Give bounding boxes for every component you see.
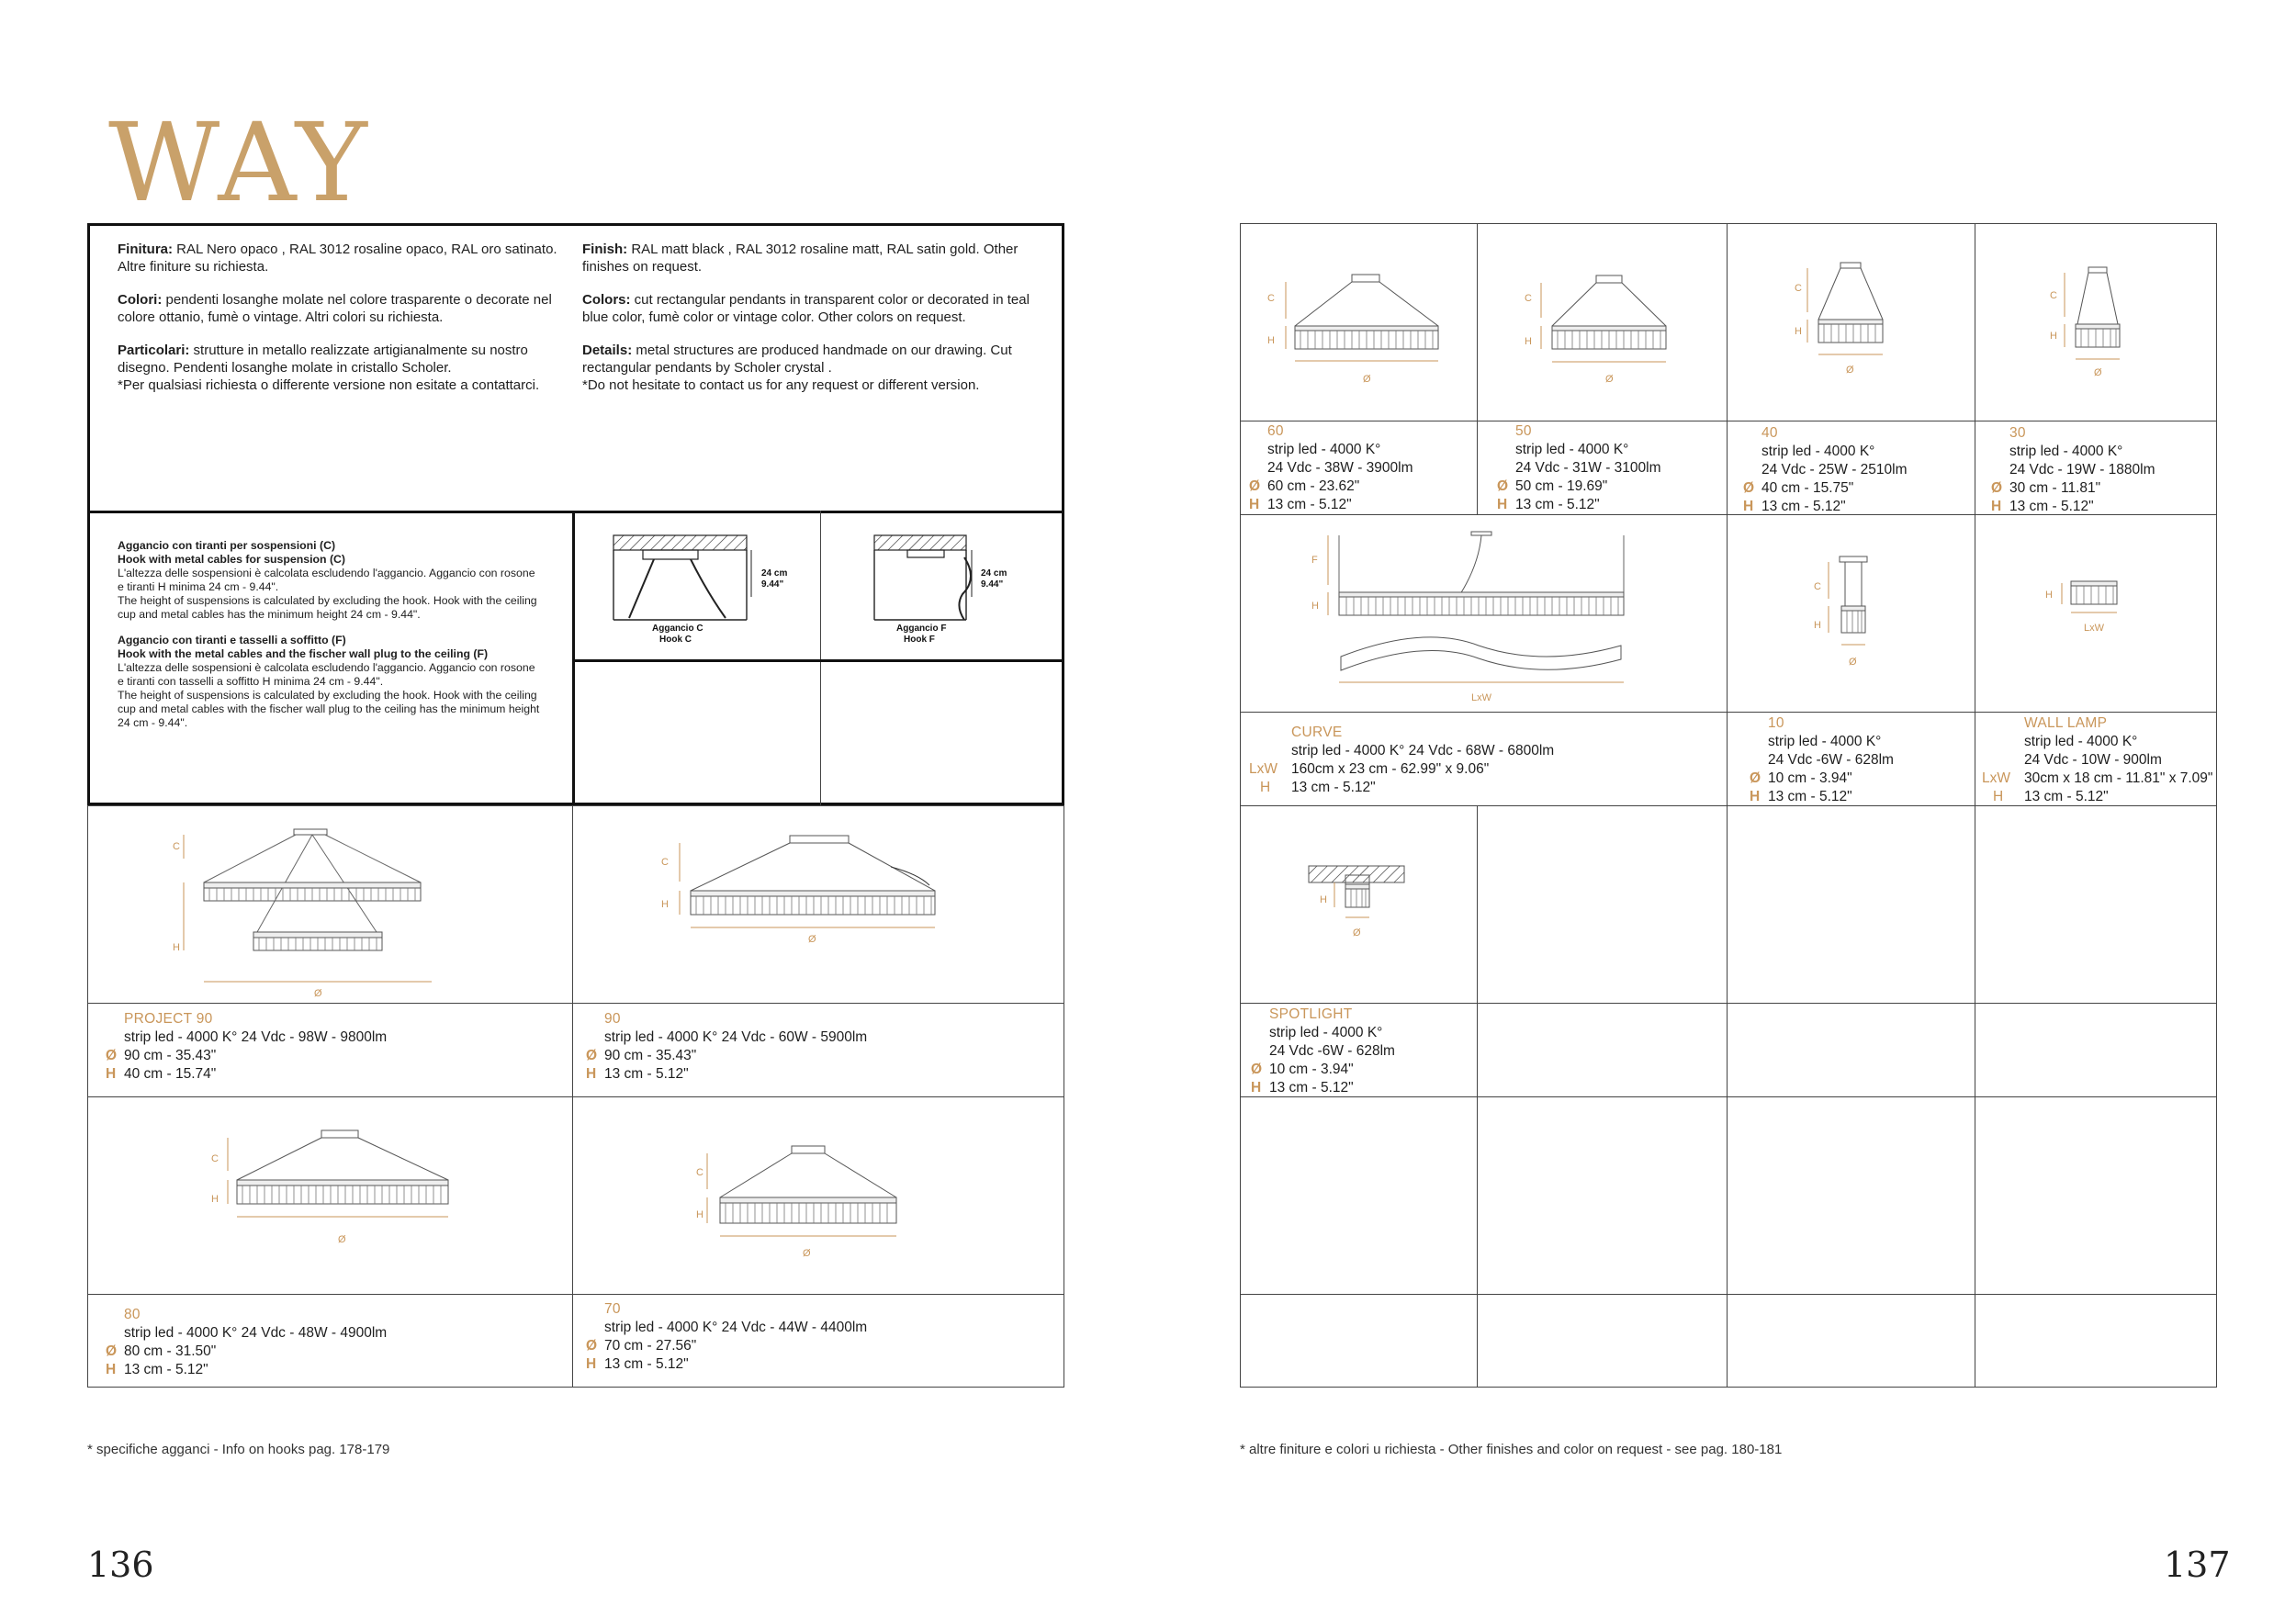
svg-text:H: H bbox=[173, 942, 180, 953]
svg-text:H: H bbox=[1267, 335, 1275, 346]
info-italian: Finitura: RAL Nero opaco , RAL 3012 rosaline opaco, RAL oro satinato. Altre finiture su richiesta. Colori: pendenti losanghe molate nel colore trasparente o decorate nel colore ottanio, fumè o vintage. Altri colori su richiesta. Particolari: strutture in metallo realizzate artigianalmente su nostro disegno. Pendenti losanghe molate in cristallo Scholer. *Per qualsiasi richiesta o differente versione non esitate a contattarci. bbox=[118, 242, 557, 393]
svg-text:C: C bbox=[173, 841, 180, 852]
model-30-drawing bbox=[2039, 262, 2158, 381]
divider bbox=[1240, 1003, 2217, 1004]
divider bbox=[87, 1294, 1064, 1295]
svg-text:C: C bbox=[211, 1153, 219, 1164]
svg-text:H: H bbox=[1311, 601, 1319, 612]
svg-text:C: C bbox=[1267, 293, 1275, 304]
svg-text:H: H bbox=[661, 899, 669, 910]
svg-text:C: C bbox=[1795, 283, 1802, 294]
svg-text:Hook C: Hook C bbox=[659, 635, 692, 645]
model-40-drawing bbox=[1782, 257, 1919, 381]
svg-text:24 cm: 24 cm bbox=[981, 568, 1007, 579]
divider bbox=[87, 1003, 1064, 1004]
divider bbox=[820, 511, 821, 805]
curve-drawing bbox=[1295, 528, 1662, 707]
svg-text:Aggancio F: Aggancio F bbox=[896, 624, 947, 634]
svg-text:Ø: Ø bbox=[1846, 365, 1854, 376]
spec-60: 60 strip led - 4000 K° 24 Vdc - 38W - 3900lm Ø 60 cm - 23.62" H 13 cm - 5.12" bbox=[1249, 423, 1413, 512]
footnote-left: * specifiche agganci - Info on hooks pag. 178-179 bbox=[87, 1442, 390, 1457]
svg-text:H: H bbox=[696, 1209, 703, 1220]
svg-text:C: C bbox=[2050, 290, 2057, 301]
svg-text:H: H bbox=[1525, 336, 1532, 347]
svg-text:H: H bbox=[1320, 894, 1327, 905]
page-number-left: 136 bbox=[87, 1545, 154, 1585]
spec-curve: CURVE strip led - 4000 K° 24 Vdc - 68W - 6800lm LxW 160cm x 23 cm - 62.99" x 9.06" H 13 cm - 5.12" bbox=[1249, 725, 1555, 795]
svg-text:Ø: Ø bbox=[808, 934, 816, 945]
svg-text:F: F bbox=[1311, 555, 1318, 566]
info-english: Finish: RAL matt black , RAL 3012 rosaline matt, RAL satin gold. Other finishes on request. Colors: cut rectangular pendants in transparent color or decorated in teal blue color, fumè color or vintage color. Other colors on request. Details: metal structures are produced handmade on our drawing. Cut rectangular pendants by Scholer crystal . *Do not hesitate to contact us for any request or different version. bbox=[582, 242, 1030, 393]
model-90-drawing bbox=[643, 826, 955, 955]
spec-wall-lamp: WALL LAMP strip led - 4000 K° 24 Vdc - 10W - 900lm LxW 30cm x 18 cm - 11.81" x 7.09" H 13 cm - 5.12" bbox=[1982, 715, 2213, 804]
svg-text:LxW: LxW bbox=[2084, 623, 2104, 634]
svg-text:24 cm: 24 cm bbox=[761, 568, 788, 579]
svg-text:Ø: Ø bbox=[1605, 374, 1614, 385]
svg-text:Ø: Ø bbox=[1849, 657, 1857, 668]
spec-10: 10 strip led - 4000 K° 24 Vdc -6W - 628lm Ø 10 cm - 3.94" H 13 cm - 5.12" bbox=[1750, 715, 1894, 804]
spec-40: 40 strip led - 4000 K° 24 Vdc - 25W - 2510lm Ø 40 cm - 15.75" H 13 cm - 5.12" bbox=[1743, 425, 1908, 514]
divider bbox=[1240, 1294, 2217, 1295]
hooks-info: Aggancio con tiranti per sospensioni (C) Hook with metal cables for suspension (C) L'altezza delle sospensioni è calcolata escludendo l'aggancio. Aggancio con rosone e tiranti H minima 24 cm - 9.44". The height of suspensions is calculated by excluding the hook. Hook with the ceiling cup and metal cables has the minimum height 24 cm - 9.44". Aggancio con tiranti e tasselli a soffitto (F) Hook with the metal cables and the fischer wall plug to the ceiling (F) L'altezza delle sospensioni è calcolata escludendo l'aggancio. Aggancio con rosone e tiranti con tasselli a soffitto H minima 24 cm - 9.44". The height of suspensions is calculated by excluding the hook. Hook with the ceiling cup and metal cables with the fischer wall plug to the ceiling has the minimum height 24 cm - 9.44". bbox=[118, 539, 540, 729]
svg-text:Ø: Ø bbox=[1363, 374, 1371, 385]
hook-f-drawing bbox=[827, 528, 1061, 657]
svg-text:C: C bbox=[1814, 581, 1821, 592]
svg-text:Hook F: Hook F bbox=[904, 635, 935, 645]
divider bbox=[572, 659, 1064, 662]
spec-30: 30 strip led - 4000 K° 24 Vdc - 19W - 1880lm Ø 30 cm - 11.81" H 13 cm - 5.12" bbox=[1991, 425, 2155, 514]
divider bbox=[572, 511, 575, 805]
svg-text:H: H bbox=[1795, 326, 1802, 337]
wall-lamp-drawing bbox=[2034, 574, 2144, 647]
model-60-drawing bbox=[1258, 262, 1469, 386]
svg-text:Ø: Ø bbox=[1353, 927, 1361, 938]
svg-text:H: H bbox=[2045, 590, 2053, 601]
svg-text:H: H bbox=[1814, 620, 1821, 631]
model-10-drawing bbox=[1814, 551, 1906, 680]
project-90-drawing bbox=[156, 822, 459, 1001]
model-70-drawing bbox=[689, 1139, 928, 1263]
svg-text:LxW: LxW bbox=[1471, 692, 1491, 703]
divider bbox=[87, 511, 1064, 513]
svg-text:C: C bbox=[1525, 293, 1532, 304]
divider bbox=[1727, 223, 1728, 805]
svg-text:Ø: Ø bbox=[803, 1248, 811, 1259]
divider bbox=[1727, 805, 1728, 1388]
model-80-drawing bbox=[202, 1125, 478, 1244]
page-number-right: 137 bbox=[2164, 1545, 2231, 1585]
footnote-right: * altre finiture e colori u richiesta - Other finishes and color on request - see pag. 180-181 bbox=[1240, 1442, 1783, 1457]
svg-text:H: H bbox=[211, 1194, 219, 1205]
spec-90: 90 strip led - 4000 K° 24 Vdc - 60W - 5900lm Ø 90 cm - 35.43" H 13 cm - 5.12" bbox=[586, 1011, 868, 1082]
divider bbox=[1477, 805, 1478, 1388]
spec-50: 50 strip led - 4000 K° 24 Vdc - 31W - 3100lm Ø 50 cm - 19.69" H 13 cm - 5.12" bbox=[1497, 423, 1661, 512]
svg-text:Aggancio C: Aggancio C bbox=[652, 624, 703, 634]
spec-80: 80 strip led - 4000 K° 24 Vdc - 48W - 4900lm Ø 80 cm - 31.50" H 13 cm - 5.12" bbox=[106, 1307, 388, 1377]
hook-c-drawing bbox=[579, 528, 817, 657]
spec-spotlight: SPOTLIGHT strip led - 4000 K° 24 Vdc -6W - 628lm Ø 10 cm - 3.94" H 13 cm - 5.12" bbox=[1251, 1006, 1395, 1096]
svg-text:9.44": 9.44" bbox=[761, 579, 784, 590]
svg-text:C: C bbox=[696, 1167, 703, 1178]
svg-text:Ø: Ø bbox=[314, 988, 322, 999]
svg-text:H: H bbox=[2050, 331, 2057, 342]
svg-text:C: C bbox=[661, 857, 669, 868]
spotlight-drawing bbox=[1272, 859, 1456, 960]
page-title: WAY bbox=[108, 99, 371, 226]
divider bbox=[1477, 223, 1478, 514]
spec-70: 70 strip led - 4000 K° 24 Vdc - 44W - 4400lm Ø 70 cm - 27.56" H 13 cm - 5.12" bbox=[586, 1301, 868, 1372]
svg-text:Ø: Ø bbox=[2094, 367, 2102, 378]
model-50-drawing bbox=[1515, 266, 1699, 386]
spec-project-90: PROJECT 90 strip led - 4000 K° 24 Vdc - 98W - 9800lm Ø 90 cm - 35.43" H 40 cm - 15.74" bbox=[106, 1011, 388, 1082]
svg-text:9.44": 9.44" bbox=[981, 579, 1004, 590]
divider bbox=[87, 1096, 1064, 1097]
svg-text:Ø: Ø bbox=[338, 1234, 346, 1244]
divider bbox=[1240, 712, 2217, 713]
